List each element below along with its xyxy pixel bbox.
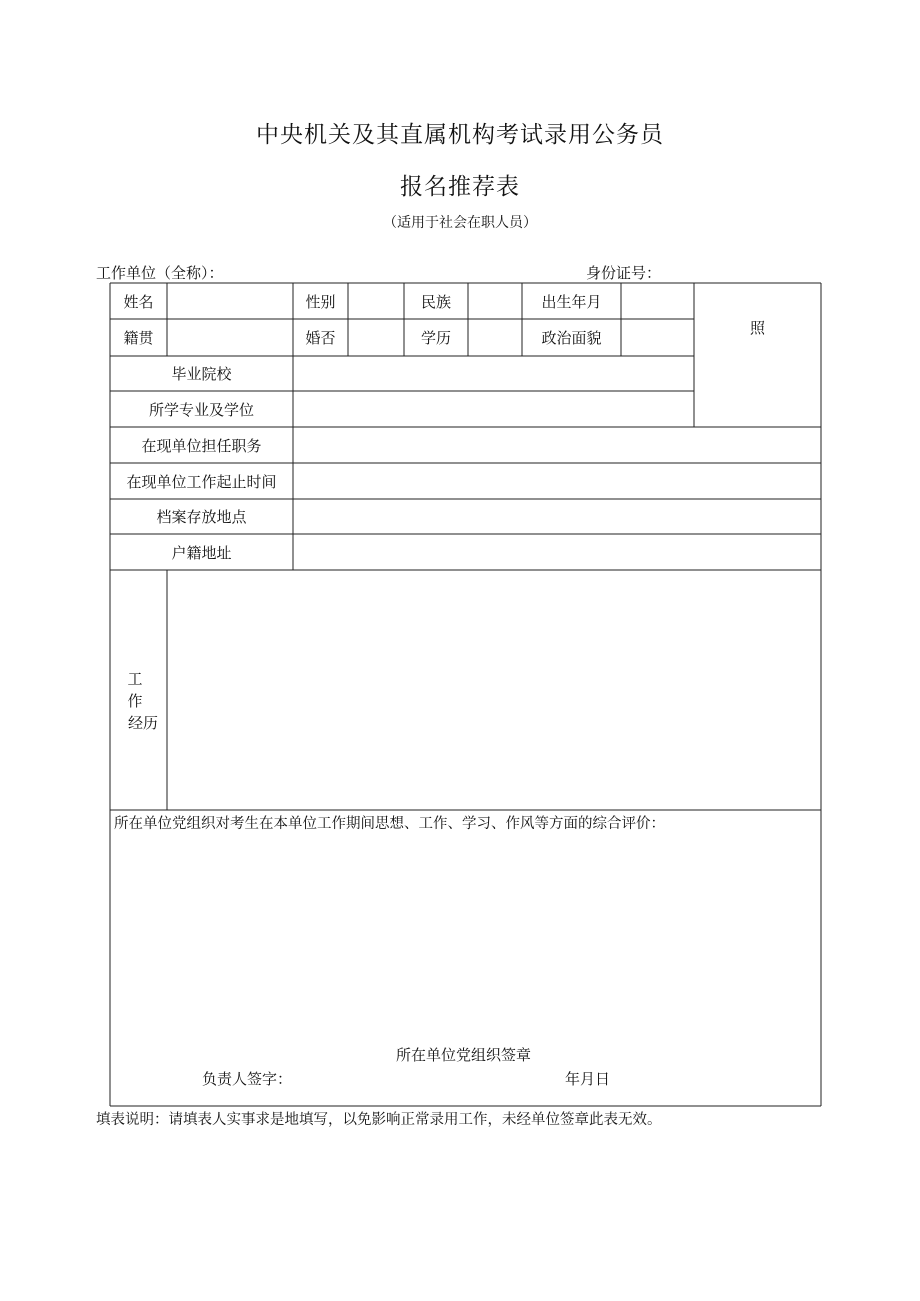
footnote: 填表说明：请填表人实事求是地填写，以免影响正常录用工作，未经单位签章此表无效。	[96, 1112, 662, 1128]
photo-label: 照	[749, 319, 765, 337]
evaluation-field[interactable]	[110, 834, 821, 1034]
form-title-line1: 中央机关及其直属机构考试录用公务员	[256, 122, 664, 148]
gender-field[interactable]	[348, 283, 404, 319]
school-label: 毕业院校	[171, 365, 232, 383]
name-field[interactable]	[167, 283, 293, 319]
archive-location-label: 档案存放地点	[156, 508, 247, 526]
marital-status-field[interactable]	[348, 319, 404, 356]
id-number-label: 身份证号：	[586, 264, 662, 282]
school-field[interactable]	[293, 356, 694, 391]
major-degree-field[interactable]	[293, 391, 694, 427]
employer-label: 工作单位（全称）：	[96, 264, 224, 282]
ethnicity-label: 民族	[420, 292, 451, 311]
native-place-field[interactable]	[167, 319, 293, 356]
marital-status-label: 婚否	[305, 329, 336, 347]
household-address-label: 户籍地址	[171, 543, 232, 562]
education-label: 学历	[420, 329, 451, 347]
work-history-label-line2: 经历	[128, 714, 159, 732]
work-period-label: 在现单位工作起止时间	[126, 472, 277, 491]
photo-box[interactable]	[694, 283, 821, 427]
current-position-label: 在现单位担任职务	[141, 436, 262, 455]
form-title-line2: 报名推荐表	[400, 174, 520, 200]
ethnicity-field[interactable]	[468, 283, 522, 319]
work-period-field[interactable]	[293, 463, 821, 499]
birth-date-label: 出生年月	[541, 292, 602, 311]
date-label: 年月日	[565, 1070, 611, 1088]
political-status-label: 政治面貌	[541, 329, 602, 347]
education-field[interactable]	[468, 319, 522, 356]
work-history-label-line1: 工作	[127, 670, 157, 710]
gender-label: 性别	[305, 292, 336, 311]
work-history-label	[112, 668, 164, 734]
evaluation-label: 所在单位党组织对考生在本单位工作期间思想、工作、学习、作风等方面的综合评价：	[114, 816, 665, 832]
party-seal-label: 所在单位党组织签章	[396, 1046, 532, 1064]
political-status-field[interactable]	[621, 319, 694, 356]
archive-location-field[interactable]	[293, 499, 821, 534]
name-label: 姓名	[123, 292, 154, 311]
signer-label: 负责人签字：	[202, 1070, 293, 1088]
work-history-field[interactable]	[167, 570, 821, 810]
form-subtitle: （适用于社会在职人员）	[383, 215, 537, 231]
birth-date-field[interactable]	[621, 283, 694, 319]
household-address-field[interactable]	[293, 534, 821, 570]
major-degree-label: 所学专业及学位	[148, 400, 254, 419]
current-position-field[interactable]	[293, 427, 821, 463]
native-place-label: 籍贯	[123, 329, 154, 347]
